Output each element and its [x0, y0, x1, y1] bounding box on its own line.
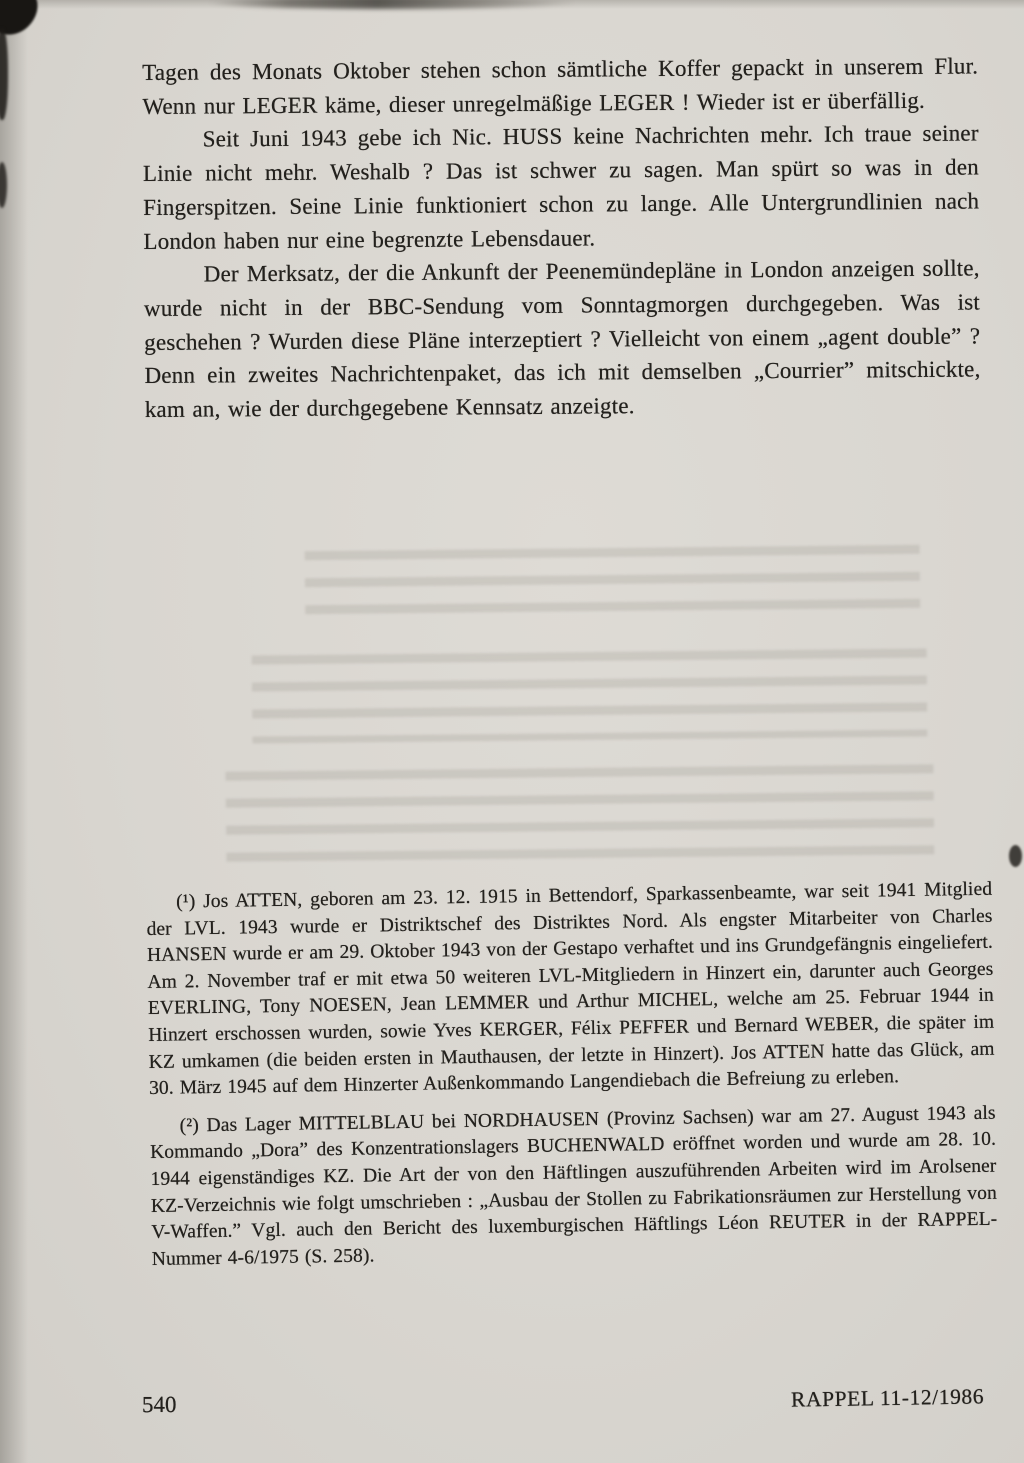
page-number: 540 [141, 1391, 177, 1418]
left-edge-shadow [0, 0, 28, 1463]
bleed-through-text [225, 764, 934, 875]
footnotes-block [146, 877, 998, 1285]
scan-artifact-left-mark [0, 162, 7, 208]
bleed-through-text [252, 648, 928, 743]
body-paragraph-3: Der Merksatz, der die Ankunft der Peenemündepläne in London anzeigen sollte, wurde nicht in der BBC-Sendung vom Sonntagmorgen durchgegeben. Was ist geschehen ? Wurden diese Pläne interzeptiert ? Vielleicht von einem „agent double” ? Denn ein zweites Nachrichtenpaket, das ich mit demselben „Courrier” mitschickte, kam an, wie der durchgegebene Kennsatz anzeigte. [143, 255, 981, 423]
body-paragraph-2: Seit Juni 1943 gebe ich Nic. HUSS keine Nachrichten mehr. Ich traue seiner Linie nicht mehr. Weshalb ? Das ist schwer zu sagen. Man spürt so was in den Fingerspitzen. Seine Linie funktioniert schon zu lange. Alle Untergrundlinien nach London haben nur eine begrenzte Lebensdauer. [142, 120, 980, 254]
journal-reference: RAPPEL 11-12/1986 [790, 1384, 985, 1412]
scan-artifact-top-left [0, 0, 44, 43]
scan-artifact-top-smear [208, 0, 576, 9]
scan-artifact-left-streak [0, 28, 8, 120]
body-paragraph-1: Tagen des Monats Oktober stehen schon sämtliche Koffer gepackt in unserem Flur. Wenn nur LEGER käme, dieser unregelmäßige LEGER ! Wieder ist er überfällig. [142, 53, 979, 119]
bleed-through-text [305, 545, 921, 627]
main-text-block [142, 49, 981, 426]
footnote-1: (¹) Jos ATTEN, geboren am 23. 12. 1915 in Bettendorf, Sparkassenbeamte, war seit 1941 Mitglied der LVL. 1943 wurde er Distriktschef des Distriktes Nord. Als engster Mitarbeiter von Charles HANSEN wurde er am 29. Oktober 1943 von der Gestapo verhaftet und ins Grundgefängnis eingeliefert. Am 2. November traf er mit etwa 50 weiteren LVL-Mitgliedern in Hinzert ein, darunter auch Georges EVERLING, Tony NOESEN, Jean LEMMER und Arthur MICHEL, welche am 25. Februar 1944 in Hinzert erschossen wurden, sowie Yves KERGER, Félix PEFFER und Bernard WEBER, die später im KZ umkamen (die beiden ersten in Mauthausen, der letzte in Hinzert). Jos ATTEN hatte das Glück, am 30. März 1945 auf dem Hinzerter Außenkommando Langendiebach die Befreiung zu erleben. [146, 878, 995, 1100]
scan-artifact-right-dot [1009, 845, 1022, 867]
footnote-2: (²) Das Lager MITTELBLAU bei NORDHAUSEN (Provinz Sachsen) war am 27. August 1943 als Kommando „Dora” des Konzentrationslagers BUCHENWALD eröffnet worden und wurde am 28. 10. 1944 eigenständiges KZ. Die Art der von den Häftlingen auszuführenden Arbeiten wird im Arolsener KZ-Verzeichnis wie folgt umschrieben : „Ausbau der Stollen zu Fabrikationsräumen zur Herstellung von V-Waffen.” Vgl. auch den Bericht des luxemburgischen Häftlings Léon REUTER in der RAPPEL-Nummer 4-6/1975 (S. 258). [149, 1102, 998, 1270]
